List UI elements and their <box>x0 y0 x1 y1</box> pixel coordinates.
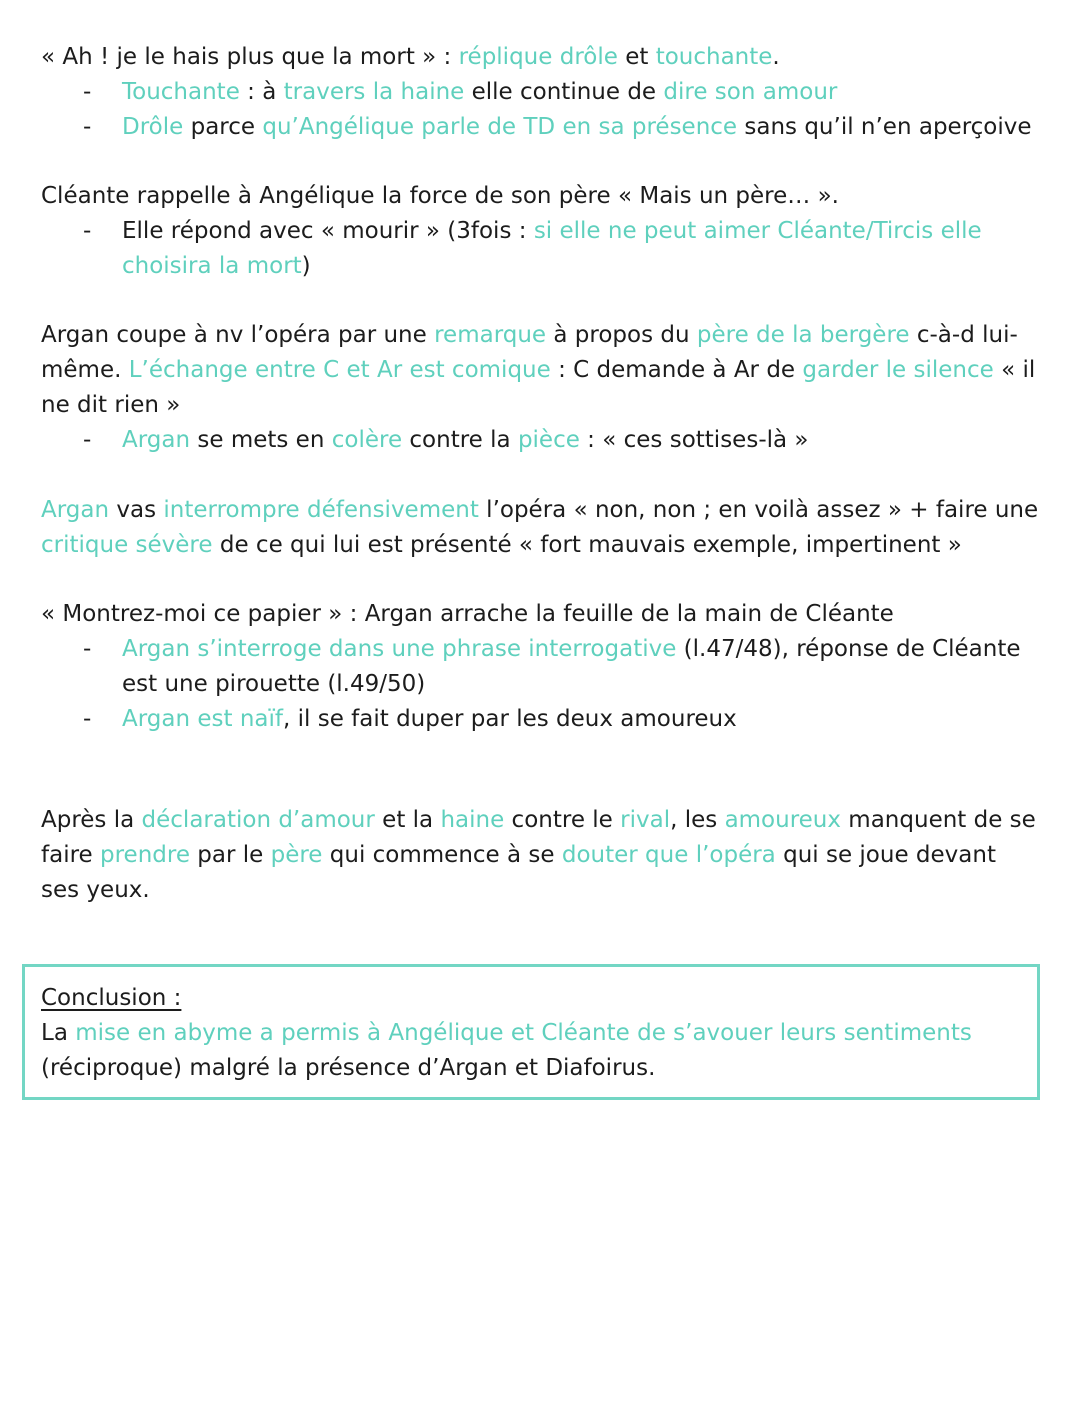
highlighted-text: père de la bergère <box>696 322 910 348</box>
paragraph-argan-interrupts <box>41 318 1041 458</box>
paragraph-main <box>41 179 1041 214</box>
text-segment: « Ah ! je le hais plus que la mort » : <box>41 44 459 70</box>
text-segment: « Montrez-moi ce papier » : Argan arrache la feuille de la main de Cléante <box>41 601 894 627</box>
bullet-item <box>41 702 1041 737</box>
paragraph-argan-critique <box>41 493 1041 563</box>
highlighted-text: Argan <box>41 497 110 523</box>
highlighted-text: interrompre défensivement <box>163 497 479 523</box>
text-segment: se mets en <box>190 427 332 453</box>
highlighted-text: Argan <box>122 427 191 453</box>
paragraph-main <box>41 40 1041 75</box>
text-segment: ) <box>301 253 311 279</box>
text-segment: par le <box>189 842 271 868</box>
text-segment: Cléante rappelle à Angélique la force de son père « Mais un père… ». <box>41 183 839 209</box>
text-segment: de ce qui lui est présenté « fort mauvais exemple, impertinent » <box>212 532 962 558</box>
text-segment: , les <box>670 807 725 833</box>
paragraph-paper <box>41 597 1041 737</box>
text-segment: contre la <box>402 427 518 453</box>
highlighted-text: Argan est naïf <box>122 706 283 732</box>
text-segment: Argan coupe à nv l’opéra par une <box>41 322 435 348</box>
highlighted-text: garder le silence <box>802 357 994 383</box>
text-segment: sans qu’il n’en aperçoive <box>737 114 1032 140</box>
text-segment: : à <box>239 79 284 105</box>
text-segment: (réciproque) malgré la présence d’Argan et Diafoirus. <box>41 1055 656 1081</box>
text-segment: contre le <box>504 807 621 833</box>
text-segment: : C demande à Ar de <box>550 357 803 383</box>
text-segment: l’opéra « non, non ; en voilà assez » + faire une <box>478 497 1039 523</box>
highlighted-text: remarque <box>434 322 547 348</box>
paragraph-summary <box>41 803 1041 908</box>
bullet-item <box>41 75 1041 110</box>
highlighted-text: L’échange entre C et Ar est comique <box>128 357 551 383</box>
text-segment: qui se joue devant ses yeux. <box>41 842 996 903</box>
highlighted-text: touchante <box>655 44 773 70</box>
text-segment: et <box>617 44 656 70</box>
text-segment: c-à-d lui-même. <box>41 322 1018 383</box>
highlighted-text: prendre <box>100 842 190 868</box>
paragraph-main <box>41 318 1041 423</box>
highlighted-text: dire son amour <box>663 79 838 105</box>
highlighted-text: Drôle <box>122 114 184 140</box>
highlighted-text: colère <box>331 427 403 453</box>
highlighted-text: amoureux <box>724 807 841 833</box>
text-segment: qui commence à se <box>322 842 562 868</box>
bullet-item <box>41 632 1041 702</box>
text-segment: La <box>41 1020 76 1046</box>
highlighted-text: qu’Angélique parle de TD en sa présence <box>262 114 738 140</box>
text-segment: , il se fait duper par les deux amoureux <box>283 706 737 732</box>
highlighted-text: rival <box>620 807 671 833</box>
text-segment: Après la <box>41 807 142 833</box>
paragraph-main <box>41 597 1041 632</box>
paragraph-father <box>41 179 1041 284</box>
bullet-item <box>41 214 1041 284</box>
text-segment: vas <box>109 497 164 523</box>
text-segment: manquent de se faire <box>41 807 1036 868</box>
highlighted-text: critique sévère <box>41 532 213 558</box>
highlighted-text: père <box>270 842 323 868</box>
highlighted-text: si elle ne peut aimer Cléante/Tircis elle choisira la mort <box>122 218 982 279</box>
text-segment: « il ne dit rien » <box>41 357 1036 418</box>
text-segment: à propos du <box>546 322 697 348</box>
text-segment: . <box>772 44 780 70</box>
text-segment: : « ces sottises-là » <box>579 427 809 453</box>
highlighted-text: haine <box>440 807 505 833</box>
highlighted-text: déclaration d’amour <box>141 807 375 833</box>
highlighted-text: douter que l’opéra <box>561 842 776 868</box>
text-segment: (l.47/48), réponse de Cléante est une pirouette (l.49/50) <box>122 636 1021 697</box>
bullet-item <box>41 423 1041 458</box>
highlighted-text: mise en abyme a permis à Angélique et Cléante de s’avouer leurs sentiments <box>75 1020 972 1046</box>
conclusion-title: Conclusion : <box>41 985 182 1011</box>
highlighted-text: travers la haine <box>283 79 465 105</box>
bullet-item <box>41 110 1041 145</box>
conclusion-body <box>41 1016 1021 1086</box>
paragraph-main <box>41 803 1041 908</box>
conclusion-box <box>22 964 1040 1100</box>
highlighted-text: Argan s’interroge dans une phrase interrogative <box>122 636 677 662</box>
text-segment: et la <box>374 807 441 833</box>
paragraph-main <box>41 493 1041 563</box>
text-segment: parce <box>183 114 263 140</box>
text-segment: Elle répond avec « mourir » (3fois : <box>122 218 534 244</box>
highlighted-text: réplique drôle <box>458 44 618 70</box>
highlighted-text: pièce <box>517 427 580 453</box>
paragraph-reply <box>41 40 1041 145</box>
highlighted-text: Touchante <box>122 79 240 105</box>
text-segment: elle continue de <box>464 79 664 105</box>
